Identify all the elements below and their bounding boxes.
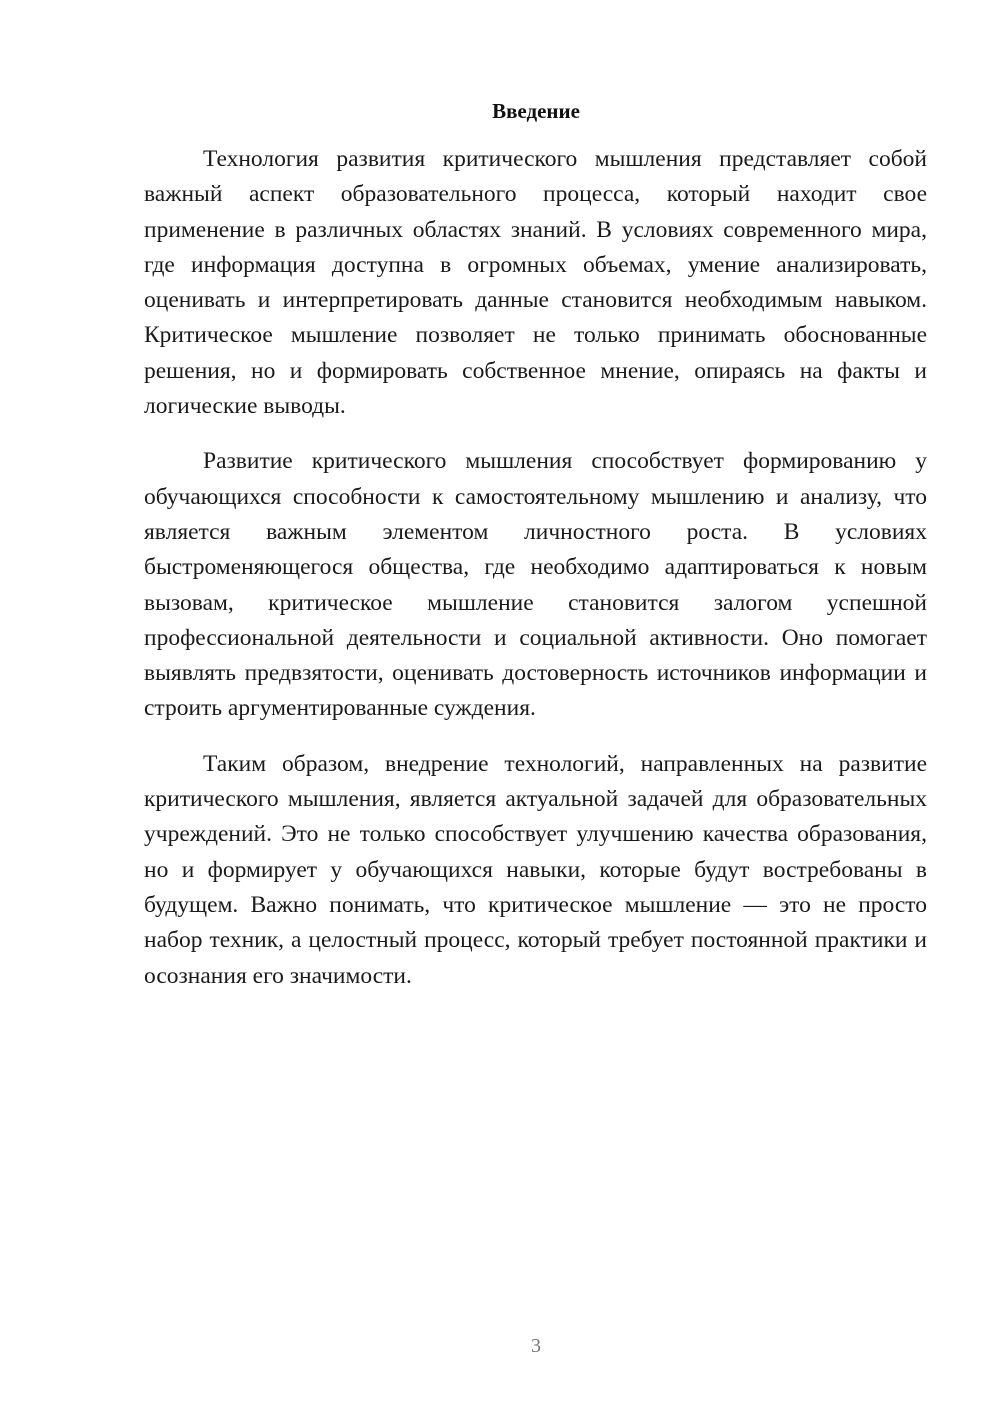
- section-heading: Введение: [492, 99, 580, 123]
- body-text: [144, 142, 927, 1014]
- paragraph-3: Таким образом, внедрение технологий, направленных на развитие критического мышления, является актуальной задачей для образовательных учреждений. Это не только способствует улучшению качества образования, но и формирует у обучающихся навыки, которые будут востребованы в будущем. Важно понимать, что критическое мышление — это не просто набор техник, а целостный процесс, который требует постоянной практики и осознания его значимости.: [144, 750, 927, 989]
- paragraph-1: Технология развития критического мышления представляет собой важный аспект образовательного процесса, который находит свое применение в различных областях знаний. В условиях современного мира, где информация доступна в огромных объемах, умение анализировать, оценивать и интерпретировать данные становится необходимым навыком. Критическое мышление позволяет не только принимать обоснованные решения, но и формировать собственное мнение, опираясь на факты и логические выводы.: [144, 146, 927, 420]
- paragraph-2: Развитие критического мышления способствует формированию у обучающихся способности к самостоятельному мышлению и анализу, что является важным элементом личностного роста. В условиях быстроменяющегося общества, где необходимо адаптироваться к новым вызовам, критическое мышление становится залогом успешной профессиональной деятельности и социальной активности. Оно помогает выявлять предвзятости, оценивать достоверность источников информации и строить аргументированные суждения.: [144, 448, 927, 722]
- page-number: 3: [531, 1335, 541, 1357]
